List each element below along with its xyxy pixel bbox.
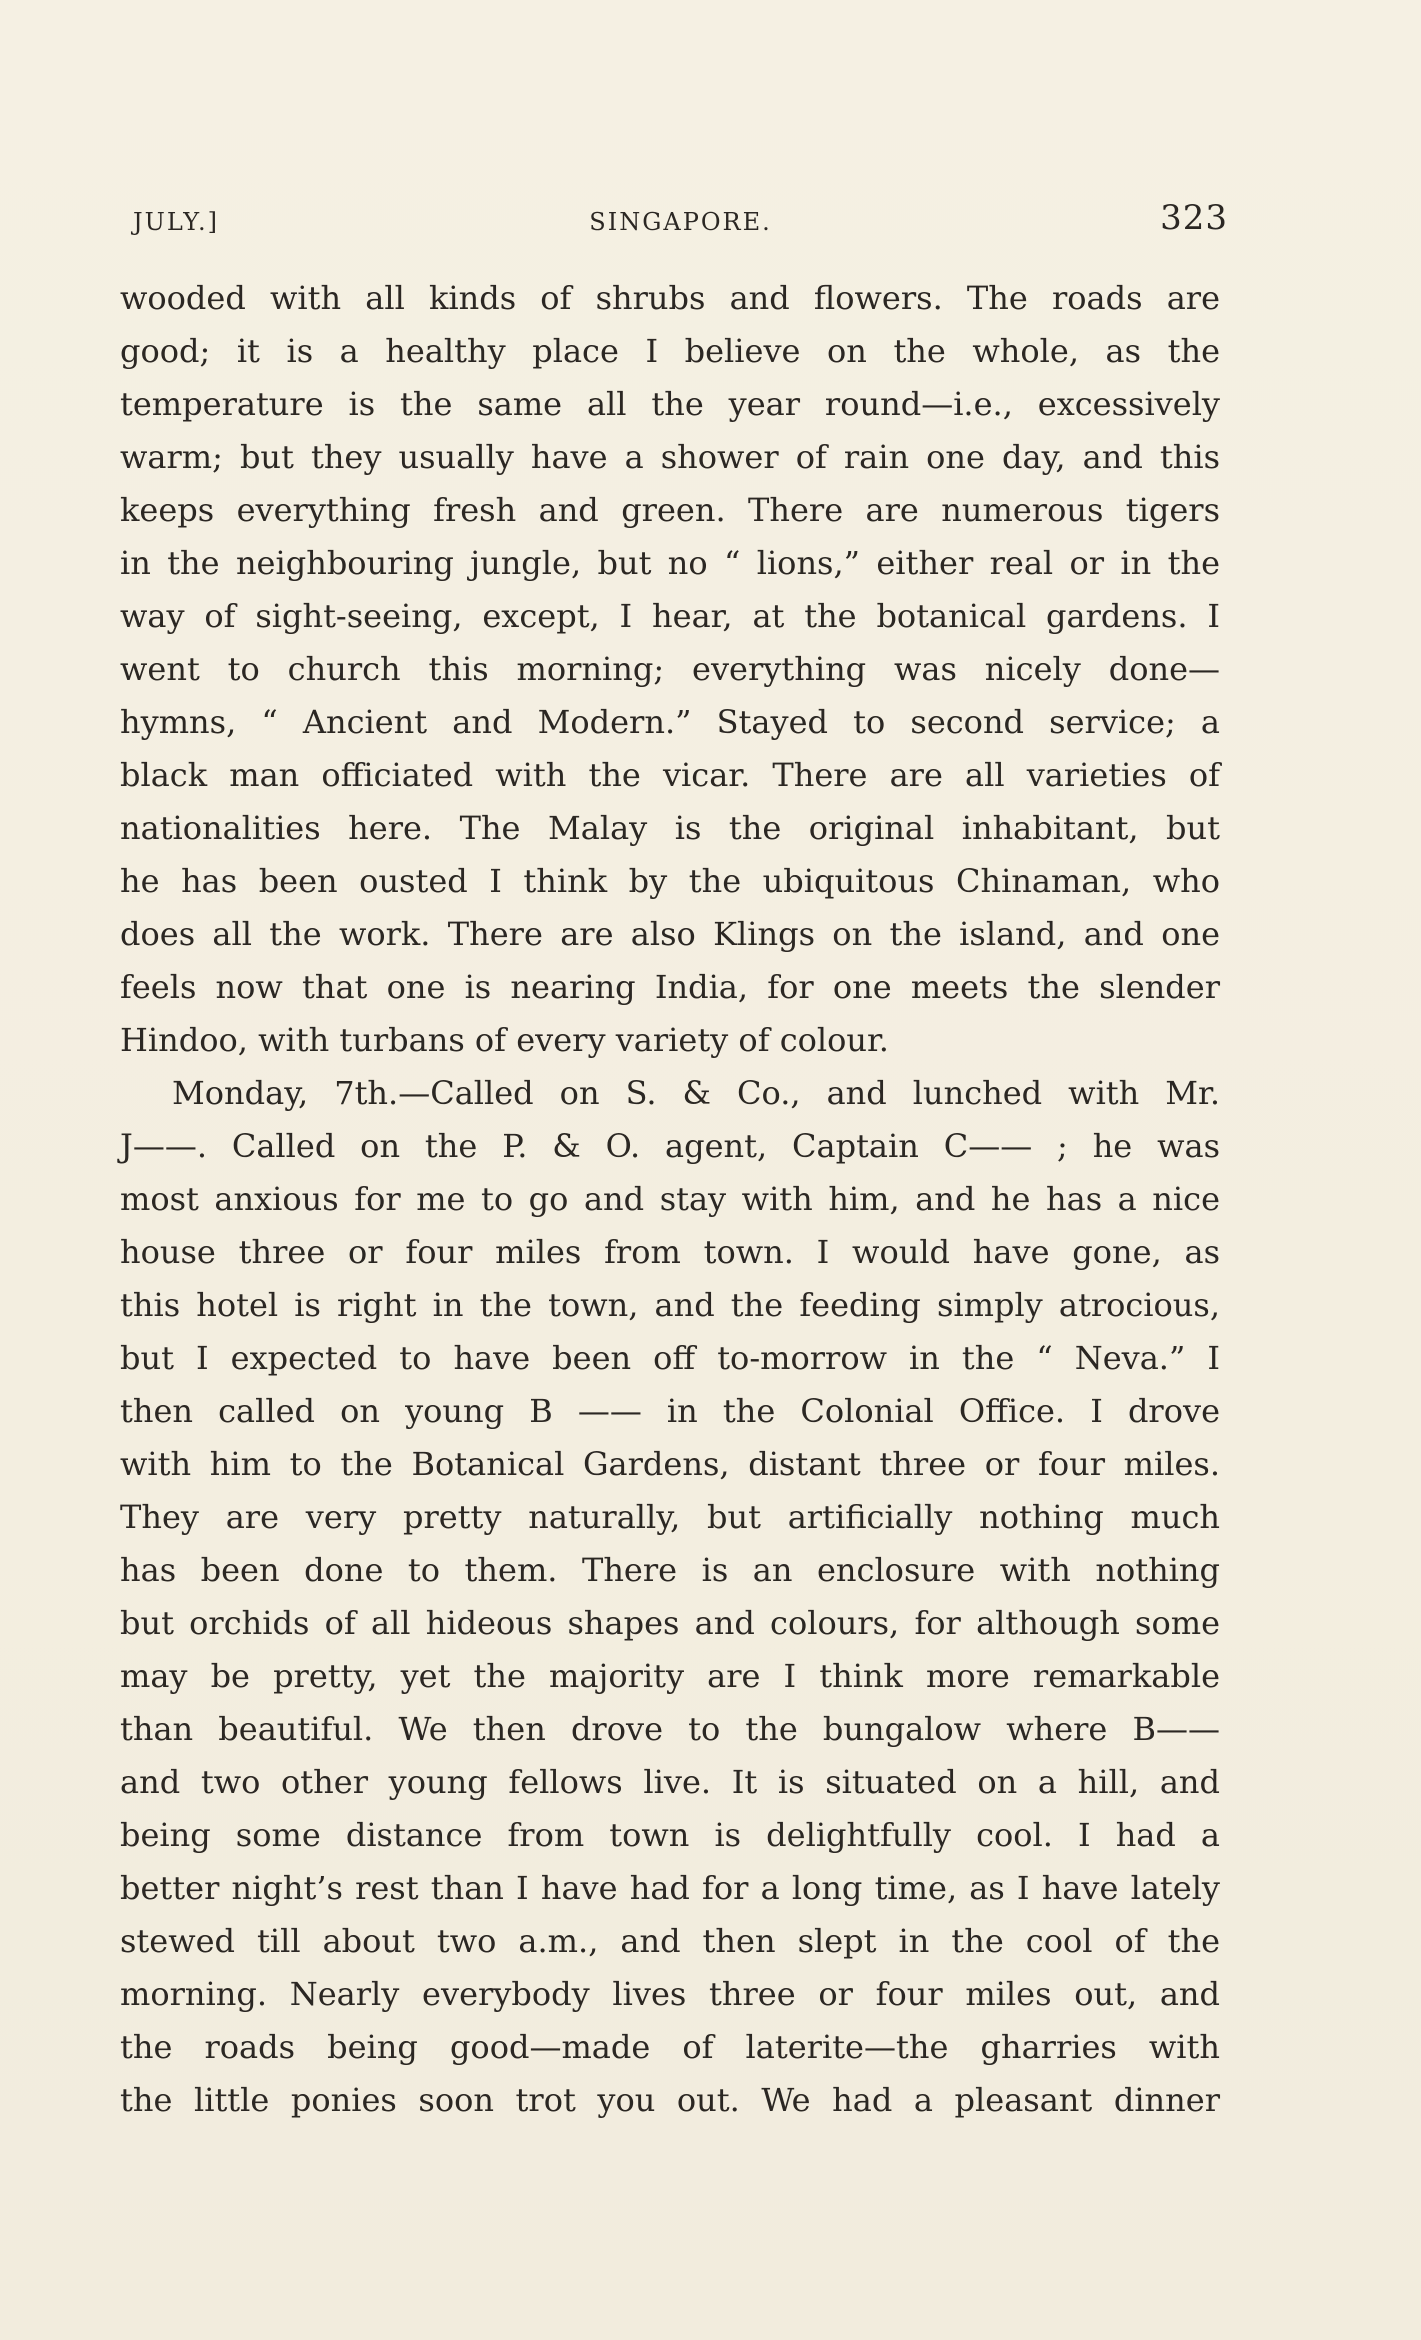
text-line: better night’s rest than I have had for a long time, as I have lately	[120, 1869, 1220, 1907]
paragraph-start-line: Monday, 7th.—Called on S. & Co., and lunched with Mr.	[172, 1074, 1220, 1112]
text-line: with him to the Botanical Gardens, distant three or four miles.	[120, 1445, 1220, 1483]
text-line: he has been ousted I think by the ubiquitous Chinaman, who	[120, 862, 1220, 900]
text-line: than beautiful. We then drove to the bungalow where B——	[120, 1710, 1220, 1748]
text-line: J——. Called on the P. & O. agent, Captain C—— ; he was	[120, 1127, 1220, 1165]
text-line: They are very pretty naturally, but artificially nothing much	[120, 1498, 1220, 1536]
page-number: 323	[1160, 198, 1228, 238]
text-line: does all the work. There are also Klings on the island, and one	[120, 915, 1220, 953]
text-line: most anxious for me to go and stay with him, and he has a nice	[120, 1180, 1220, 1218]
text-line: but I expected to have been off to-morrow in the “ Neva.” I	[120, 1339, 1220, 1377]
text-line: way of sight-seeing, except, I hear, at the botanical gardens. I	[120, 597, 1220, 635]
text-line: in the neighbouring jungle, but no “ lions,” either real or in the	[120, 544, 1220, 582]
text-line: being some distance from town is delightfully cool. I had a	[120, 1816, 1220, 1854]
paragraph-end-line: Hindoo, with turbans of every variety of colour.	[120, 1021, 889, 1059]
text-line: black man officiated with the vicar. There are all varieties of	[120, 756, 1220, 794]
text-line: warm; but they usually have a shower of rain one day, and this	[120, 438, 1220, 476]
text-line: went to church this morning; everything was nicely done—	[120, 650, 1220, 688]
text-line: stewed till about two a.m., and then slept in the cool of the	[120, 1922, 1220, 1960]
running-title: SINGAPORE.	[589, 208, 772, 236]
text-line: good; it is a healthy place I believe on the whole, as the	[120, 332, 1220, 370]
chapter-month-label: JULY.]	[133, 208, 219, 236]
text-line: hymns, “ Ancient and Modern.” Stayed to second service; a	[120, 703, 1220, 741]
text-line: nationalities here. The Malay is the original inhabitant, but	[120, 809, 1220, 847]
text-line: the little ponies soon trot you out. We had a pleasant dinner	[120, 2081, 1220, 2119]
text-line: but orchids of all hideous shapes and colours, for although some	[120, 1604, 1220, 1642]
running-head	[133, 198, 1228, 242]
text-line: wooded with all kinds of shrubs and flowers. The roads are	[120, 279, 1220, 317]
text-line: morning. Nearly everybody lives three or four miles out, and	[120, 1975, 1220, 2013]
text-line: feels now that one is nearing India, for one meets the slender	[120, 968, 1220, 1006]
text-line: has been done to them. There is an enclosure with nothing	[120, 1551, 1220, 1589]
text-line: may be pretty, yet the majority are I think more remarkable	[120, 1657, 1220, 1695]
text-line: and two other young fellows live. It is situated on a hill, and	[120, 1763, 1220, 1801]
text-line: keeps everything fresh and green. There are numerous tigers	[120, 491, 1220, 529]
text-line: house three or four miles from town. I would have gone, as	[120, 1233, 1220, 1271]
text-line: then called on young B —— in the Colonial Office. I drove	[120, 1392, 1220, 1430]
body-text	[120, 272, 1220, 2127]
text-line: temperature is the same all the year round—i.e., excessively	[120, 385, 1220, 423]
text-line: this hotel is right in the town, and the feeding simply atrocious,	[120, 1286, 1220, 1324]
text-line: the roads being good—made of laterite—the gharries with	[120, 2028, 1220, 2066]
